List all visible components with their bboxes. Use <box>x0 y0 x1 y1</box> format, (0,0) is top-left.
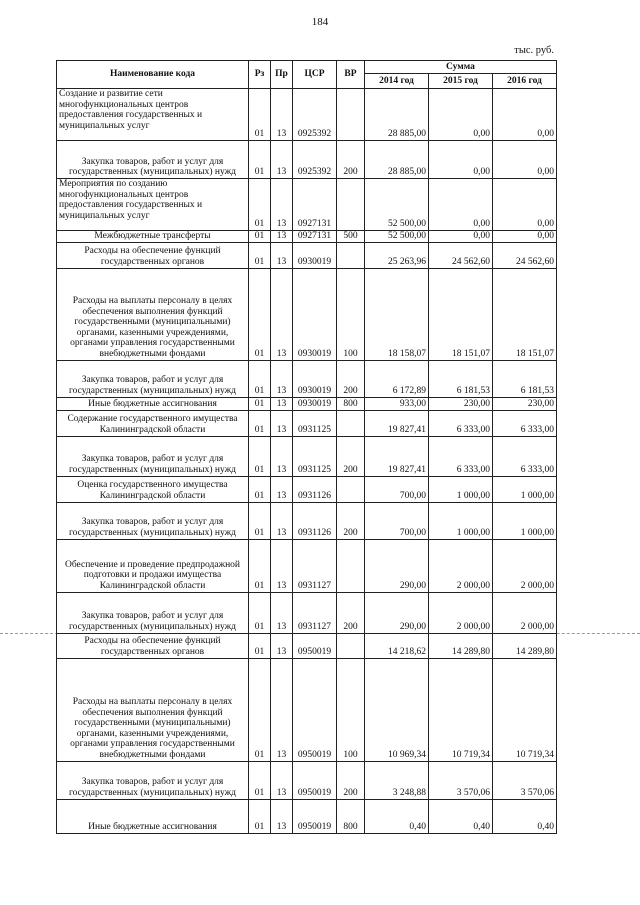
row-2016-cell: 14 289,80 <box>493 633 557 658</box>
row-2016-cell: 0,00 <box>493 179 557 231</box>
row-vr-cell: 100 <box>337 268 365 360</box>
row-2016-cell: 2 000,00 <box>493 539 557 592</box>
table-row <box>57 89 557 141</box>
header-rz: Рз <box>249 61 271 89</box>
row-pr-cell: 13 <box>271 592 293 633</box>
row-2016-cell: 6 181,53 <box>493 360 557 397</box>
row-name-cell: Расходы на выплаты персоналу в целях обеспечения выполнения функций государственными (муниципальными) органами, казенными учреждениями, органами управления государственными внебюджетными фондами <box>57 268 249 360</box>
row-vr-cell <box>337 476 365 502</box>
row-pr-cell: 13 <box>271 502 293 539</box>
table-row <box>57 502 557 539</box>
row-pr-cell: 13 <box>271 799 293 833</box>
header-csr: ЦСР <box>293 61 337 89</box>
row-name-cell: Закупка товаров, работ и услуг для государственных (муниципальных) нужд <box>57 360 249 397</box>
row-2015-cell: 6 333,00 <box>429 436 493 476</box>
row-2014-cell: 52 500,00 <box>365 231 429 243</box>
row-vr-cell <box>337 179 365 231</box>
row-name-cell: Закупка товаров, работ и услуг для государственных (муниципальных) нужд <box>57 502 249 539</box>
row-pr-cell: 13 <box>271 658 293 761</box>
row-2014-cell: 0,40 <box>365 799 429 833</box>
row-2014-cell: 14 218,62 <box>365 633 429 658</box>
row-2014-cell: 28 885,00 <box>365 141 429 179</box>
row-rz-cell: 01 <box>249 436 271 476</box>
row-csr-cell: 0950019 <box>293 799 337 833</box>
table-row <box>57 476 557 502</box>
header-2014: 2014 год <box>365 74 429 89</box>
row-2014-cell: 933,00 <box>365 397 429 410</box>
row-pr-cell: 13 <box>271 242 293 268</box>
row-rz-cell: 01 <box>249 360 271 397</box>
row-csr-cell: 0925392 <box>293 141 337 179</box>
row-2014-cell: 52 500,00 <box>365 179 429 231</box>
row-rz-cell: 01 <box>249 761 271 799</box>
row-2014-cell: 3 248,88 <box>365 761 429 799</box>
row-csr-cell: 0950019 <box>293 633 337 658</box>
row-2015-cell: 6 181,53 <box>429 360 493 397</box>
header-name: Наименование кода <box>57 61 249 89</box>
row-2016-cell: 18 151,07 <box>493 268 557 360</box>
row-pr-cell: 13 <box>271 476 293 502</box>
table-row <box>57 799 557 833</box>
row-name-cell: Расходы на обеспечение функций государственных органов <box>57 633 249 658</box>
row-csr-cell: 0930019 <box>293 360 337 397</box>
row-vr-cell <box>337 539 365 592</box>
table-row <box>57 658 557 761</box>
row-vr-cell: 200 <box>337 141 365 179</box>
row-rz-cell: 01 <box>249 242 271 268</box>
row-2014-cell: 700,00 <box>365 502 429 539</box>
table-row <box>57 242 557 268</box>
table-row <box>57 360 557 397</box>
budget-table <box>56 60 557 834</box>
row-pr-cell: 13 <box>271 539 293 592</box>
table-row <box>57 141 557 179</box>
row-vr-cell: 200 <box>337 360 365 397</box>
row-name-cell: Мероприятия по созданию многофункциональных центров предоставления государственных и муниципальных услуг <box>57 179 249 231</box>
row-2014-cell: 28 885,00 <box>365 89 429 141</box>
row-csr-cell: 0931127 <box>293 539 337 592</box>
row-name-cell: Закупка товаров, работ и услуг для государственных (муниципальных) нужд <box>57 141 249 179</box>
row-rz-cell: 01 <box>249 397 271 410</box>
row-2015-cell: 230,00 <box>429 397 493 410</box>
row-pr-cell: 13 <box>271 761 293 799</box>
row-rz-cell: 01 <box>249 592 271 633</box>
row-2015-cell: 0,00 <box>429 89 493 141</box>
row-pr-cell: 13 <box>271 268 293 360</box>
row-2014-cell: 290,00 <box>365 539 429 592</box>
row-2015-cell: 0,00 <box>429 231 493 243</box>
row-vr-cell: 800 <box>337 397 365 410</box>
header-2015: 2015 год <box>429 74 493 89</box>
row-2015-cell: 18 151,07 <box>429 268 493 360</box>
table-row <box>57 179 557 231</box>
row-2014-cell: 6 172,89 <box>365 360 429 397</box>
table-row <box>57 268 557 360</box>
row-csr-cell: 0931125 <box>293 410 337 436</box>
row-2014-cell: 19 827,41 <box>365 436 429 476</box>
row-rz-cell: 01 <box>249 476 271 502</box>
row-vr-cell: 500 <box>337 231 365 243</box>
row-2014-cell: 25 263,96 <box>365 242 429 268</box>
row-name-cell: Расходы на выплаты персоналу в целях обеспечения выполнения функций государственными (муниципальными) органами, казенными учреждениями, органами управления государственными внебюджетными фондами <box>57 658 249 761</box>
row-csr-cell: 0950019 <box>293 658 337 761</box>
row-2014-cell: 10 969,34 <box>365 658 429 761</box>
row-pr-cell: 13 <box>271 633 293 658</box>
row-csr-cell: 0931127 <box>293 592 337 633</box>
row-2016-cell: 0,00 <box>493 89 557 141</box>
row-rz-cell: 01 <box>249 410 271 436</box>
row-csr-cell: 0930019 <box>293 242 337 268</box>
row-csr-cell: 0927131 <box>293 231 337 243</box>
row-vr-cell: 200 <box>337 592 365 633</box>
row-pr-cell: 13 <box>271 89 293 141</box>
row-rz-cell: 01 <box>249 268 271 360</box>
row-2015-cell: 3 570,06 <box>429 761 493 799</box>
row-2016-cell: 2 000,00 <box>493 592 557 633</box>
page-number: 184 <box>311 16 329 28</box>
row-name-cell: Закупка товаров, работ и услуг для государственных (муниципальных) нужд <box>57 436 249 476</box>
row-2016-cell: 0,00 <box>493 231 557 243</box>
row-rz-cell: 01 <box>249 539 271 592</box>
row-rz-cell: 01 <box>249 179 271 231</box>
table-row <box>57 761 557 799</box>
row-vr-cell: 200 <box>337 502 365 539</box>
row-2014-cell: 19 827,41 <box>365 410 429 436</box>
row-csr-cell: 0925392 <box>293 89 337 141</box>
row-2015-cell: 6 333,00 <box>429 410 493 436</box>
row-2016-cell: 230,00 <box>493 397 557 410</box>
row-name-cell: Расходы на обеспечение функций государственных органов <box>57 242 249 268</box>
row-name-cell: Межбюджетные трансферты <box>57 231 249 243</box>
row-rz-cell: 01 <box>249 231 271 243</box>
row-2016-cell: 0,00 <box>493 141 557 179</box>
row-rz-cell: 01 <box>249 502 271 539</box>
row-csr-cell: 0931126 <box>293 502 337 539</box>
table-row <box>57 397 557 410</box>
row-name-cell: Оценка государственного имущества Калининградской области <box>57 476 249 502</box>
table-row <box>57 539 557 592</box>
row-rz-cell: 01 <box>249 89 271 141</box>
row-2015-cell: 0,00 <box>429 141 493 179</box>
row-name-cell: Содержание государственного имущества Калининградской области <box>57 410 249 436</box>
row-name-cell: Обеспечение и проведение предпродажной подготовки и продажи имущества Калининградской области <box>57 539 249 592</box>
row-vr-cell <box>337 633 365 658</box>
row-csr-cell: 0930019 <box>293 397 337 410</box>
row-2015-cell: 0,40 <box>429 799 493 833</box>
row-2016-cell: 6 333,00 <box>493 436 557 476</box>
row-pr-cell: 13 <box>271 397 293 410</box>
row-name-cell: Иные бюджетные ассигнования <box>57 799 249 833</box>
header-pr: Пр <box>271 61 293 89</box>
row-vr-cell: 200 <box>337 761 365 799</box>
row-pr-cell: 13 <box>271 141 293 179</box>
row-2016-cell: 6 333,00 <box>493 410 557 436</box>
row-2014-cell: 700,00 <box>365 476 429 502</box>
table-row <box>57 633 557 658</box>
row-2016-cell: 24 562,60 <box>493 242 557 268</box>
row-vr-cell: 200 <box>337 436 365 476</box>
row-2014-cell: 290,00 <box>365 592 429 633</box>
row-vr-cell <box>337 89 365 141</box>
row-name-cell: Закупка товаров, работ и услуг для государственных (муниципальных) нужд <box>57 592 249 633</box>
row-pr-cell: 13 <box>271 410 293 436</box>
row-vr-cell: 100 <box>337 658 365 761</box>
header-sum: Сумма <box>365 61 557 74</box>
row-2015-cell: 1 000,00 <box>429 502 493 539</box>
table-row <box>57 592 557 633</box>
row-name-cell: Создание и развитие сети многофункциональных центров предоставления государственных и муниципальных услуг <box>57 89 249 141</box>
row-rz-cell: 01 <box>249 633 271 658</box>
row-vr-cell <box>337 410 365 436</box>
row-2015-cell: 14 289,80 <box>429 633 493 658</box>
row-2015-cell: 0,00 <box>429 179 493 231</box>
header-2016: 2016 год <box>493 74 557 89</box>
header-vr: ВР <box>337 61 365 89</box>
row-2015-cell: 10 719,34 <box>429 658 493 761</box>
row-name-cell: Закупка товаров, работ и услуг для государственных (муниципальных) нужд <box>57 761 249 799</box>
row-csr-cell: 0931126 <box>293 476 337 502</box>
row-2016-cell: 1 000,00 <box>493 476 557 502</box>
row-csr-cell: 0931125 <box>293 436 337 476</box>
row-rz-cell: 01 <box>249 799 271 833</box>
row-2016-cell: 3 570,06 <box>493 761 557 799</box>
row-pr-cell: 13 <box>271 179 293 231</box>
row-csr-cell: 0930019 <box>293 268 337 360</box>
row-2014-cell: 18 158,07 <box>365 268 429 360</box>
row-rz-cell: 01 <box>249 141 271 179</box>
row-rz-cell: 01 <box>249 658 271 761</box>
row-2015-cell: 24 562,60 <box>429 242 493 268</box>
row-name-cell: Иные бюджетные ассигнования <box>57 397 249 410</box>
row-2015-cell: 2 000,00 <box>429 592 493 633</box>
units-label: тыс. руб. <box>514 45 554 56</box>
row-2015-cell: 2 000,00 <box>429 539 493 592</box>
table-row <box>57 410 557 436</box>
row-vr-cell <box>337 242 365 268</box>
row-csr-cell: 0927131 <box>293 179 337 231</box>
row-pr-cell: 13 <box>271 360 293 397</box>
row-2016-cell: 1 000,00 <box>493 502 557 539</box>
row-csr-cell: 0950019 <box>293 761 337 799</box>
row-2015-cell: 1 000,00 <box>429 476 493 502</box>
row-2016-cell: 0,40 <box>493 799 557 833</box>
row-pr-cell: 13 <box>271 231 293 243</box>
row-vr-cell: 800 <box>337 799 365 833</box>
row-2016-cell: 10 719,34 <box>493 658 557 761</box>
table-row <box>57 436 557 476</box>
row-pr-cell: 13 <box>271 436 293 476</box>
table-row <box>57 231 557 243</box>
